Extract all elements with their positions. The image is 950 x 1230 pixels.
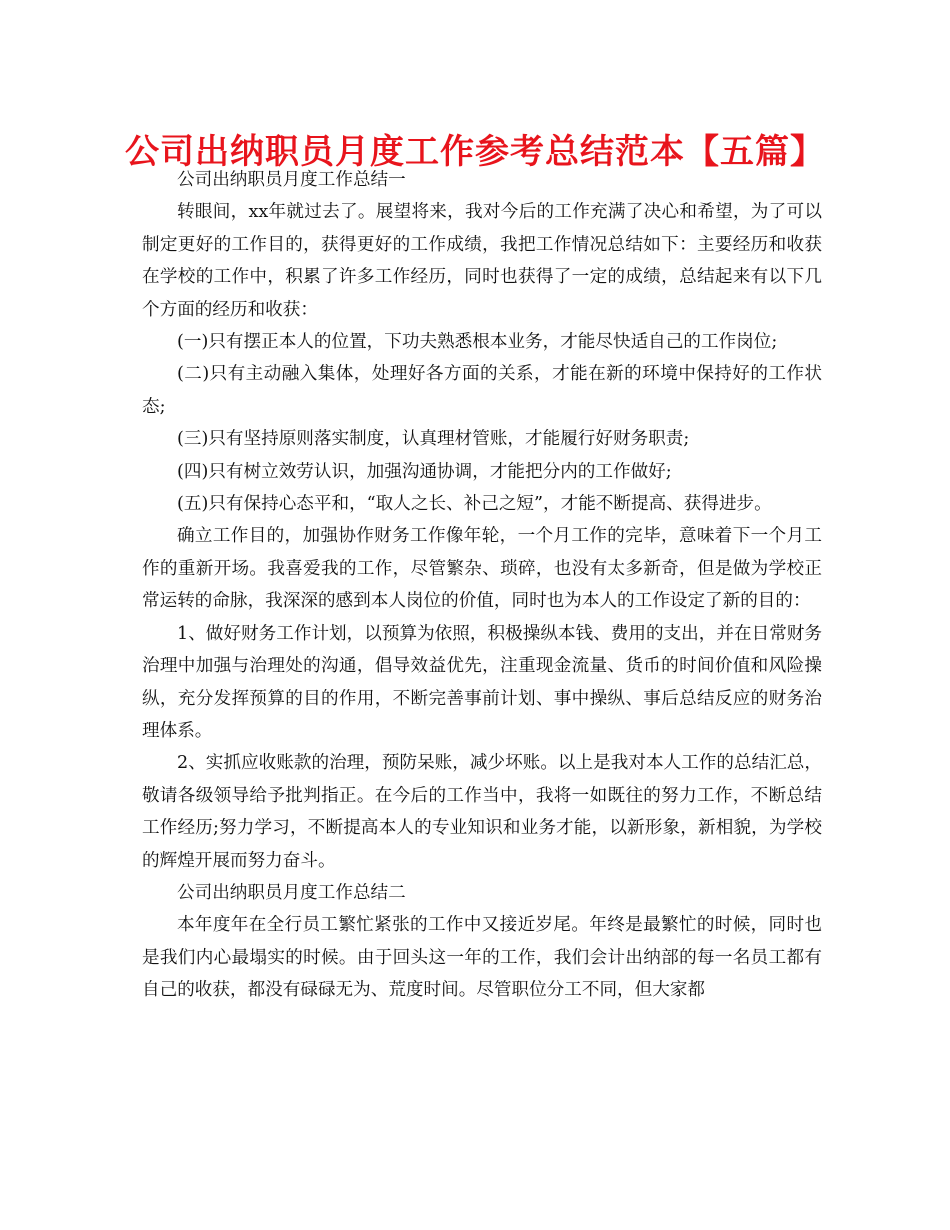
document-body xyxy=(142,164,822,1007)
document-title: 公司出纳职员月度工作参考总结范本【五篇】 xyxy=(125,132,825,172)
list-item-3: (三)只有坚持原则落实制度，认真理材管账，才能履行好财务职责; xyxy=(177,429,690,450)
paragraph-goals: 确立工作目的，加强协作财务工作像年轮，一个月工作的完毕，意味着下一个月工作的重新开场。我喜爱我的工作，尽管繁杂、琐碎，也没有太多新奇，但是做为学校正常运转的命脉，我深深的感到本人岗位的价值，同时也为本人的工作设定了新的目的： xyxy=(142,526,822,612)
list-item-2: (二)只有主动融入集体，处理好各方面的关系，才能在新的环境中保持好的工作状态; xyxy=(142,364,822,417)
goal-item-2: 2、实抓应收账款的治理，预防呆账，减少坏账。以上是我对本人工作的总结汇总，敬请各级领导给予批判指正。在今后的工作当中，我将一如既往的努力工作，不断总结工作经历;努力学习，不断提高本人的专业知识和业务才能，以新形象，新相貌，为学校的辉煌开展而努力奋斗。 xyxy=(142,753,822,871)
list-item-1: (一)只有摆正本人的位置，下功夫熟悉根本业务，才能尽快适自己的工作岗位; xyxy=(177,332,778,353)
list-item-4: (四)只有树立效劳认识，加强沟通协调，才能把分内的工作做好; xyxy=(177,461,672,482)
paragraph-intro: 转眼间，xx年就过去了。展望将来，我对今后的工作充满了决心和希望，为了可以制定更好的工作目的，获得更好的工作成绩，我把工作情况总结如下：主要经历和收获在学校的工作中，积累了许多工作经历，同时也获得了一定的成绩，总结起来有以下几个方面的经历和收获： xyxy=(142,202,822,320)
paragraph-summary-2: 本年度年在全行员工繁忙紧张的工作中又接近岁尾。年终是最繁忙的时候，同时也是我们内心最塌实的时候。由于回头这一年的工作，我们会计出纳部的每一名员工都有自己的收获，都没有碌碌无为、荒度时间。尽管职位分工不同，但大家都 xyxy=(142,915,822,1001)
goal-item-1: 1、做好财务工作计划，以预算为依照，积极操纵本钱、费用的支出，并在日常财务治理中加强与治理处的沟通，倡导效益优先，注重现金流量、货币的时间价值和风险操纵，充分发挥预算的目的作用，不断完善事前计划、事中操纵、事后总结反应的财务治理体系。 xyxy=(142,623,822,741)
list-item-5: (五)只有保持心态平和，“取人之长、补己之短”，才能不断提高、获得进步。 xyxy=(177,494,772,515)
section-heading-1: 公司出纳职员月度工作总结一 xyxy=(177,170,406,190)
section-heading-2: 公司出纳职员月度工作总结二 xyxy=(177,882,406,903)
